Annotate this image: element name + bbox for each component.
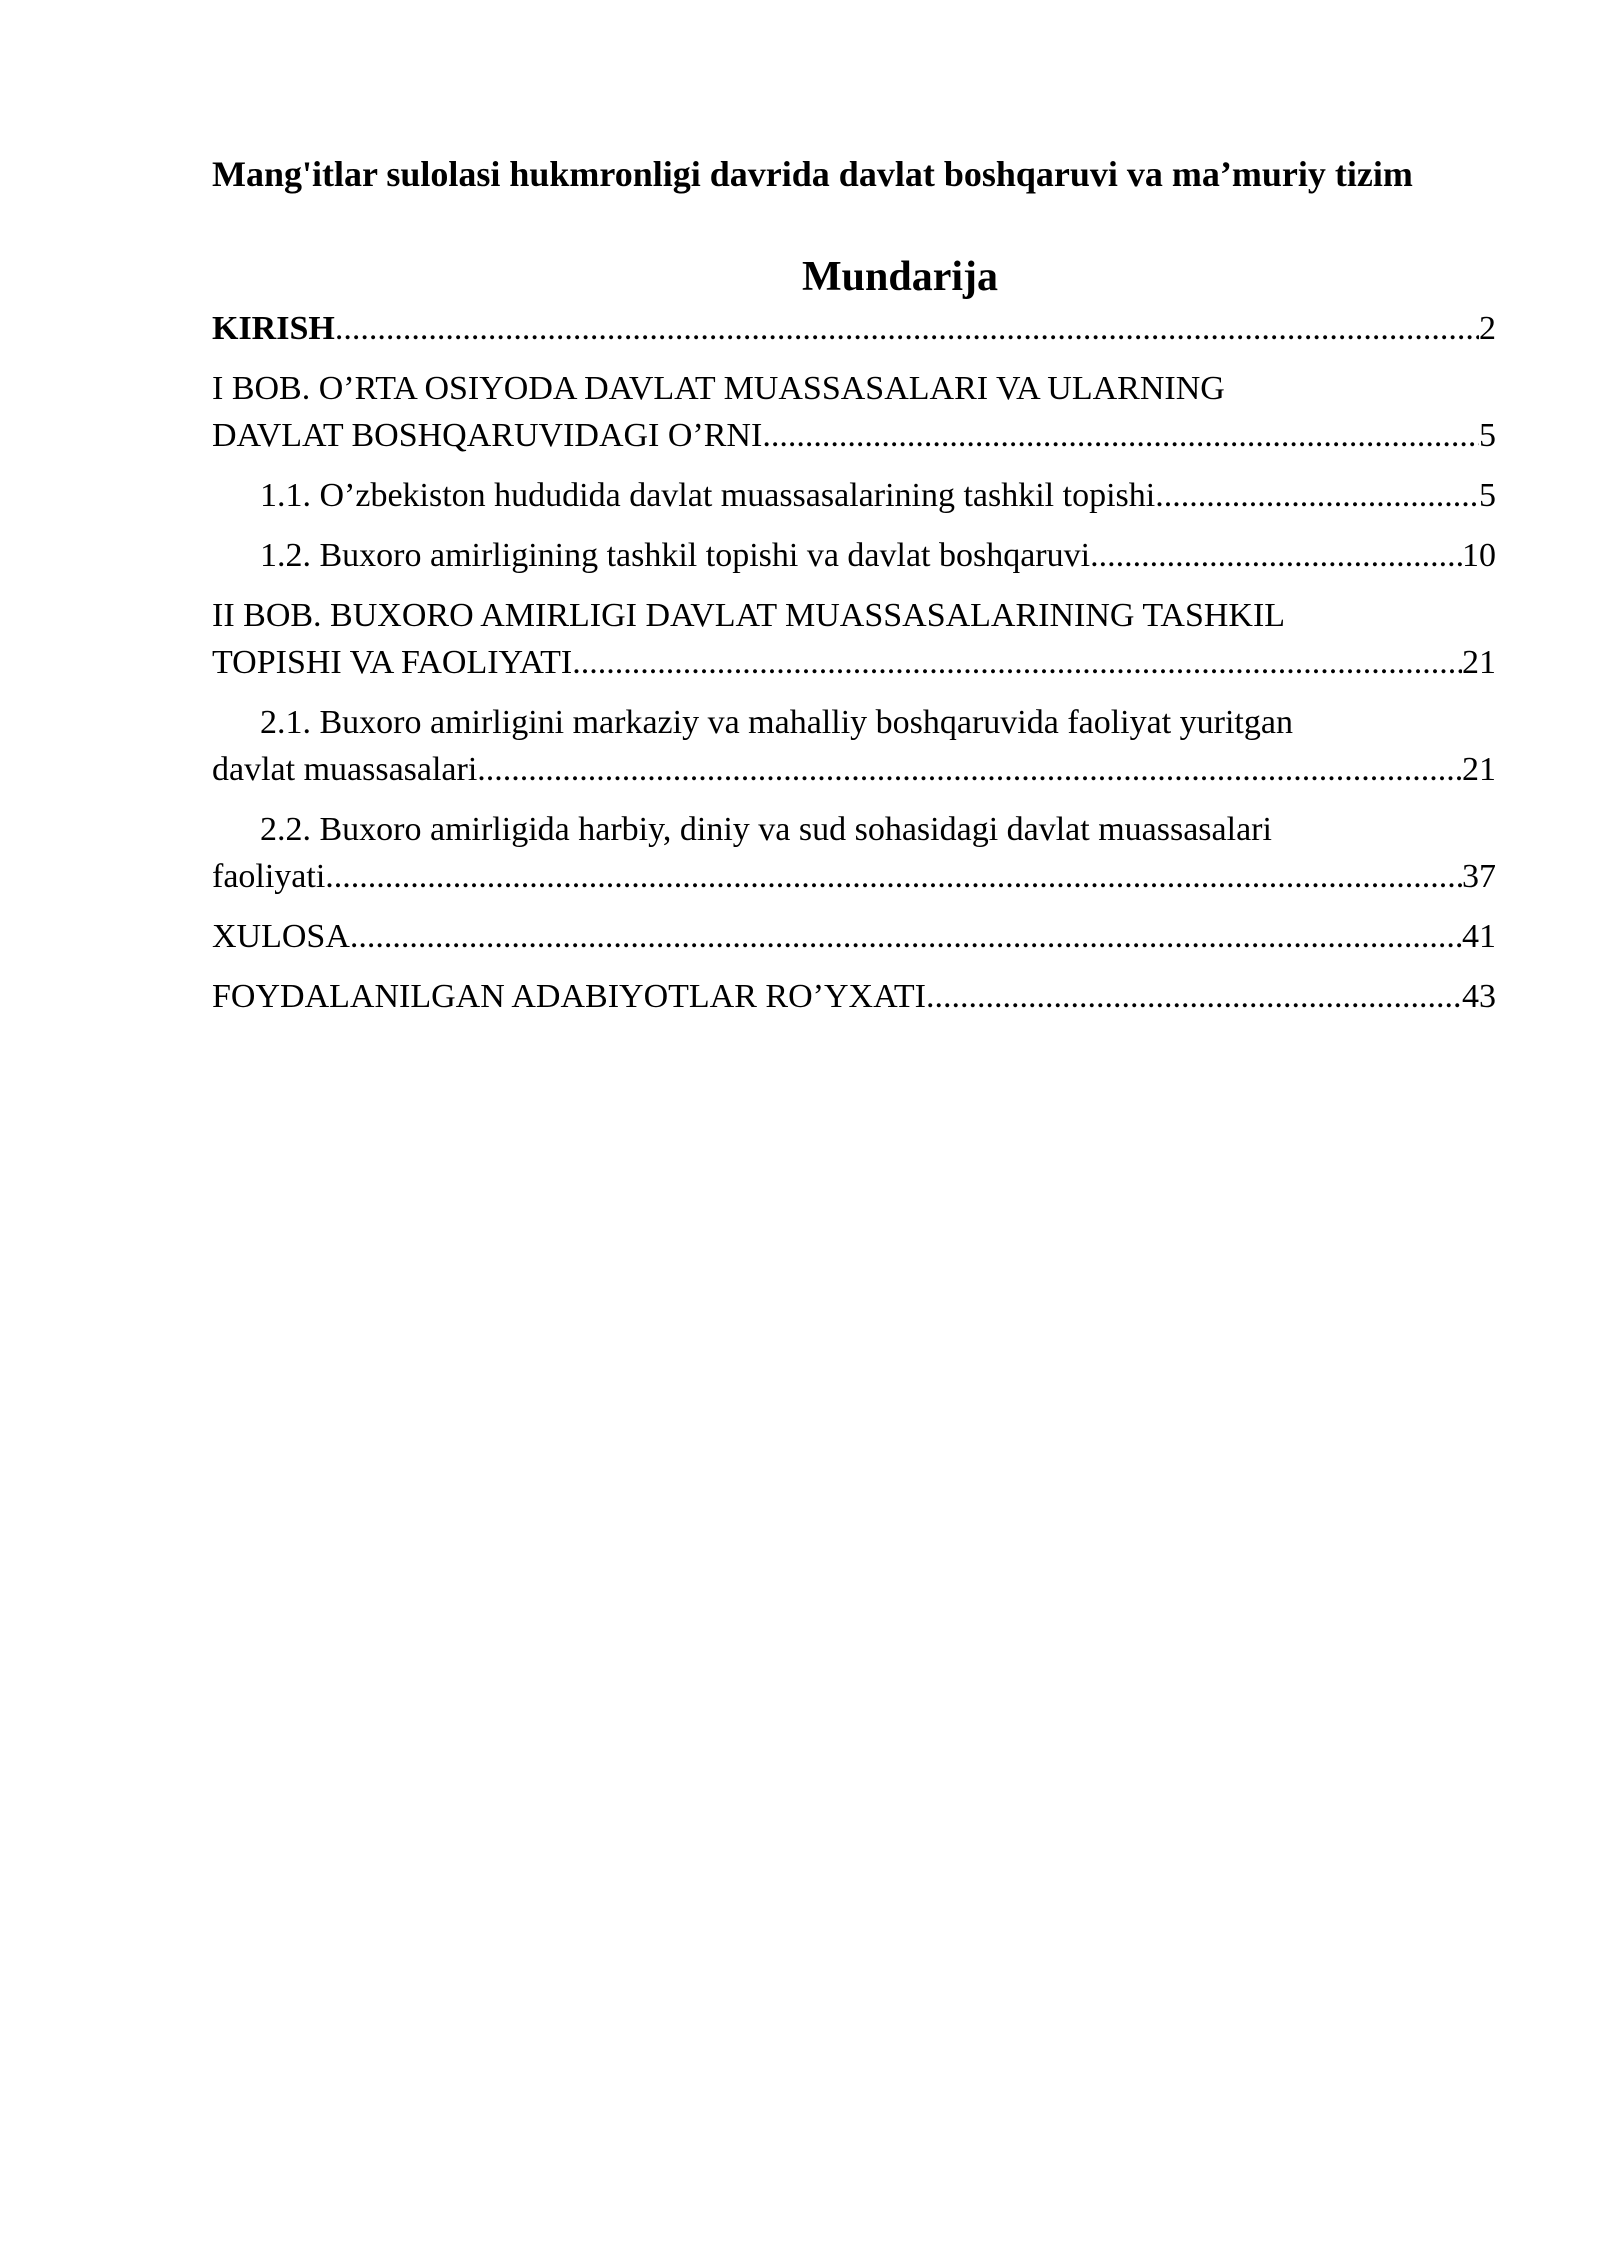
toc-entry-section-2-2[interactable]: [212, 806, 1496, 900]
table-of-contents: [212, 305, 1496, 1033]
toc-page-number: 5: [1479, 477, 1496, 514]
toc-heading-text: Mundarija: [801, 254, 998, 300]
toc-page-number: 10: [1462, 537, 1496, 574]
document-title: Mang'itlar sulolasi hukmronligi davrida davlat boshqaruvi va ma’muriy tizim: [212, 154, 1413, 194]
toc-entry-label: 1.1. O’zbekiston hududida davlat muassasalarining tashkil topishi: [260, 477, 1156, 514]
toc-entry-label-line1: 2.2. Buxoro amirligida harbiy, diniy va sud sohasidagi davlat muassasalari: [260, 811, 1272, 848]
dot-leader: [325, 853, 1462, 900]
dot-leader: [762, 412, 1479, 459]
toc-entry-label: DAVLAT BOSHQARUVIDAGI O’RNI: [212, 417, 763, 454]
toc-entry-label: TOPISHI VA FAOLIYATI: [212, 644, 573, 681]
toc-entry-kirish[interactable]: [212, 305, 1496, 352]
toc-entry-chapter-2[interactable]: [212, 592, 1496, 686]
toc-heading: [0, 251, 1600, 303]
toc-entry-references[interactable]: [212, 973, 1496, 1020]
dot-leader: [926, 973, 1462, 1020]
dot-leader: [335, 305, 1479, 352]
toc-page-number: 21: [1462, 751, 1496, 788]
toc-entry-label: FOYDALANILGAN ADABIYOTLAR RO’YXATI: [212, 978, 926, 1015]
toc-entry-section-1-2[interactable]: [212, 532, 1496, 579]
toc-page-number: 5: [1479, 417, 1496, 454]
toc-page-number: 2: [1479, 310, 1496, 347]
toc-entry-section-1-1[interactable]: [212, 472, 1496, 519]
toc-entry-label-line1: I BOB. O’RTA OSIYODA DAVLAT MUASSASALARI VA ULARNING: [212, 370, 1225, 407]
toc-entry-chapter-1[interactable]: [212, 365, 1496, 459]
toc-entry-label-line1: 2.1. Buxoro amirligini markaziy va mahalliy boshqaruvida faoliyat yuritgan: [260, 704, 1293, 741]
dot-leader: [1155, 472, 1479, 519]
toc-page-number: 37: [1462, 858, 1496, 895]
toc-entry-section-2-1[interactable]: [212, 699, 1496, 793]
toc-page-number: 41: [1462, 918, 1496, 955]
dot-leader: [350, 913, 1462, 960]
dot-leader: [1090, 532, 1462, 579]
toc-entry-label-line1: II BOB. BUXORO AMIRLIGI DAVLAT MUASSASALARINING TASHKIL: [212, 597, 1286, 634]
dot-leader: [477, 746, 1462, 793]
dot-leader: [572, 639, 1462, 686]
toc-page-number: 43: [1462, 978, 1496, 1015]
toc-entry-label: XULOSA: [212, 918, 350, 955]
toc-page-number: 21: [1462, 644, 1496, 681]
toc-entry-label: 1.2. Buxoro amirligining tashkil topishi va davlat boshqaruvi: [260, 537, 1091, 574]
toc-entry-label: KIRISH: [212, 310, 335, 347]
toc-entry-label: faoliyati: [212, 858, 326, 895]
toc-entry-xulosa[interactable]: [212, 913, 1496, 960]
toc-entry-label: davlat muassasalari: [212, 751, 478, 788]
